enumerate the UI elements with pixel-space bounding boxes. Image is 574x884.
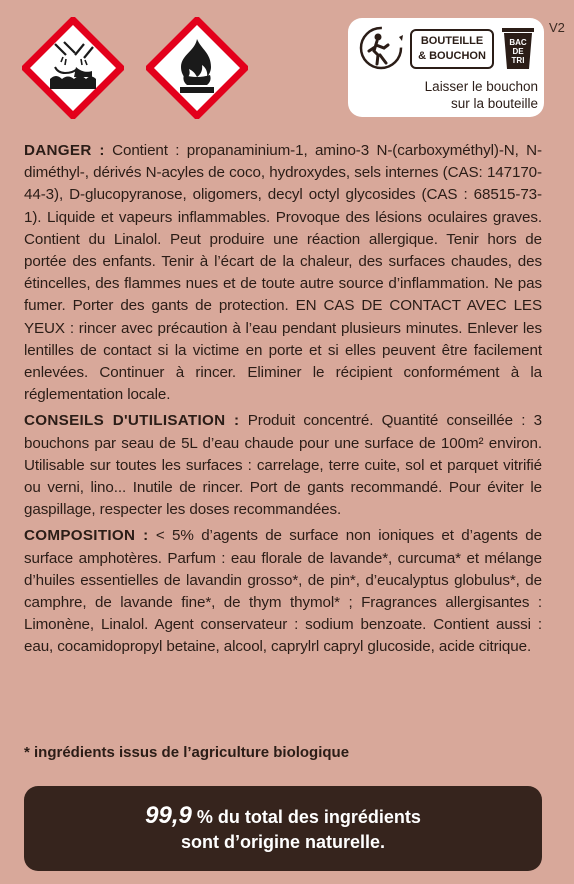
natural-origin-percent: 99,9 — [145, 802, 192, 829]
svg-text:TRI: TRI — [511, 56, 525, 65]
composition-text: < 5% d’agents de surface non ioniques et d’agents de surface amphotères. Parfum : eau florale de lavande*, curcuma* et mélange d’huiles essentielles de lavandin grosso*, de pin*, d’eucalyptus globulus*, de camphre, de lavande fine*, de thym thymol* ; Fragrances allergisantes : Limonène, Linalol. Agent conservateur : sodium benzoate. Contient aussi : eau, cocamidopropyl betaine, alcool, caprylrl capryl glucoside, acide citrique. — [24, 527, 543, 656]
ghs-corrosion-icon — [22, 17, 124, 119]
bottle-and-cap-label: BOUTEILLE & BOUCHON — [410, 29, 494, 69]
composition-heading: COMPOSITION : — [24, 527, 149, 545]
triman-recycling-icon — [358, 25, 404, 71]
svg-text:DE: DE — [512, 47, 524, 56]
ghs-flame-icon — [146, 17, 248, 119]
cap-instruction: Laisser le bouchon sur la bouteille — [424, 79, 538, 111]
sorting-bin-icon — [498, 25, 538, 73]
danger-section — [24, 140, 542, 406]
usage-heading: CONSEILS D'UTILISATION : — [24, 412, 240, 430]
danger-heading: DANGER : — [24, 142, 105, 159]
natural-origin-line1: 99,9 % du total des ingrédients — [145, 802, 421, 829]
svg-text:BAC: BAC — [509, 38, 527, 47]
danger-text: Contient : propanaminium-1, amino-3 N-(carboxyméthyl)-N, N-diméthyl-, dérivés N-acyles de coco, hydroxydes, sels internes (CAS: 147170-44-3), D-glucopyranose, oligomers, decyl octyl glycosides (CAS : 68515-73-1). Liquide et vapeurs inflammables. Provoque des lésions oculaires graves. Contient du Linalol. Peut produire une réaction allergique. Tenir hors de portée des enfants. Tenir à l’écart de la chaleur, des surfaces chaudes, des étincelles, des flammes nues et de toute autre source d’inflammation. Ne pas fumer. Porter des gants de protection. EN CAS DE CONTACT AVEC LES YEUX : rincer avec précaution à l’eau pendant plusieurs minutes. Enlever les lentilles de contact si la victime en porte et si elles peuvent être facilement enlevées. Continuer à rincer. Eliminer le récipient conformément à la réglementation locale. — [24, 142, 542, 404]
label-text — [24, 140, 542, 663]
organic-footnote: * ingrédients issus de l’agriculture biologique — [24, 744, 350, 761]
recycling-info-badge — [348, 18, 544, 117]
hazard-pictograms — [22, 17, 258, 119]
natural-origin-banner — [24, 786, 542, 871]
usage-section — [24, 410, 542, 521]
natural-origin-line2: sont d’origine naturelle. — [180, 832, 386, 852]
composition-section — [24, 525, 542, 658]
usage-text: Produit concentré. Quantité conseillée : 3 bouchons par seau de 5L d’eau chaude pour une surface de 100m² environ. Utilisable sur toutes les surfaces : carrelage, terre cuite, sol et parquet vitrifié ou verni, lino... Inutile de rincer. Port de gants recommandé. Pour éviter le gaspillage, respecter les doses recommandées. — [24, 412, 543, 519]
version-label: V2 — [549, 20, 565, 35]
